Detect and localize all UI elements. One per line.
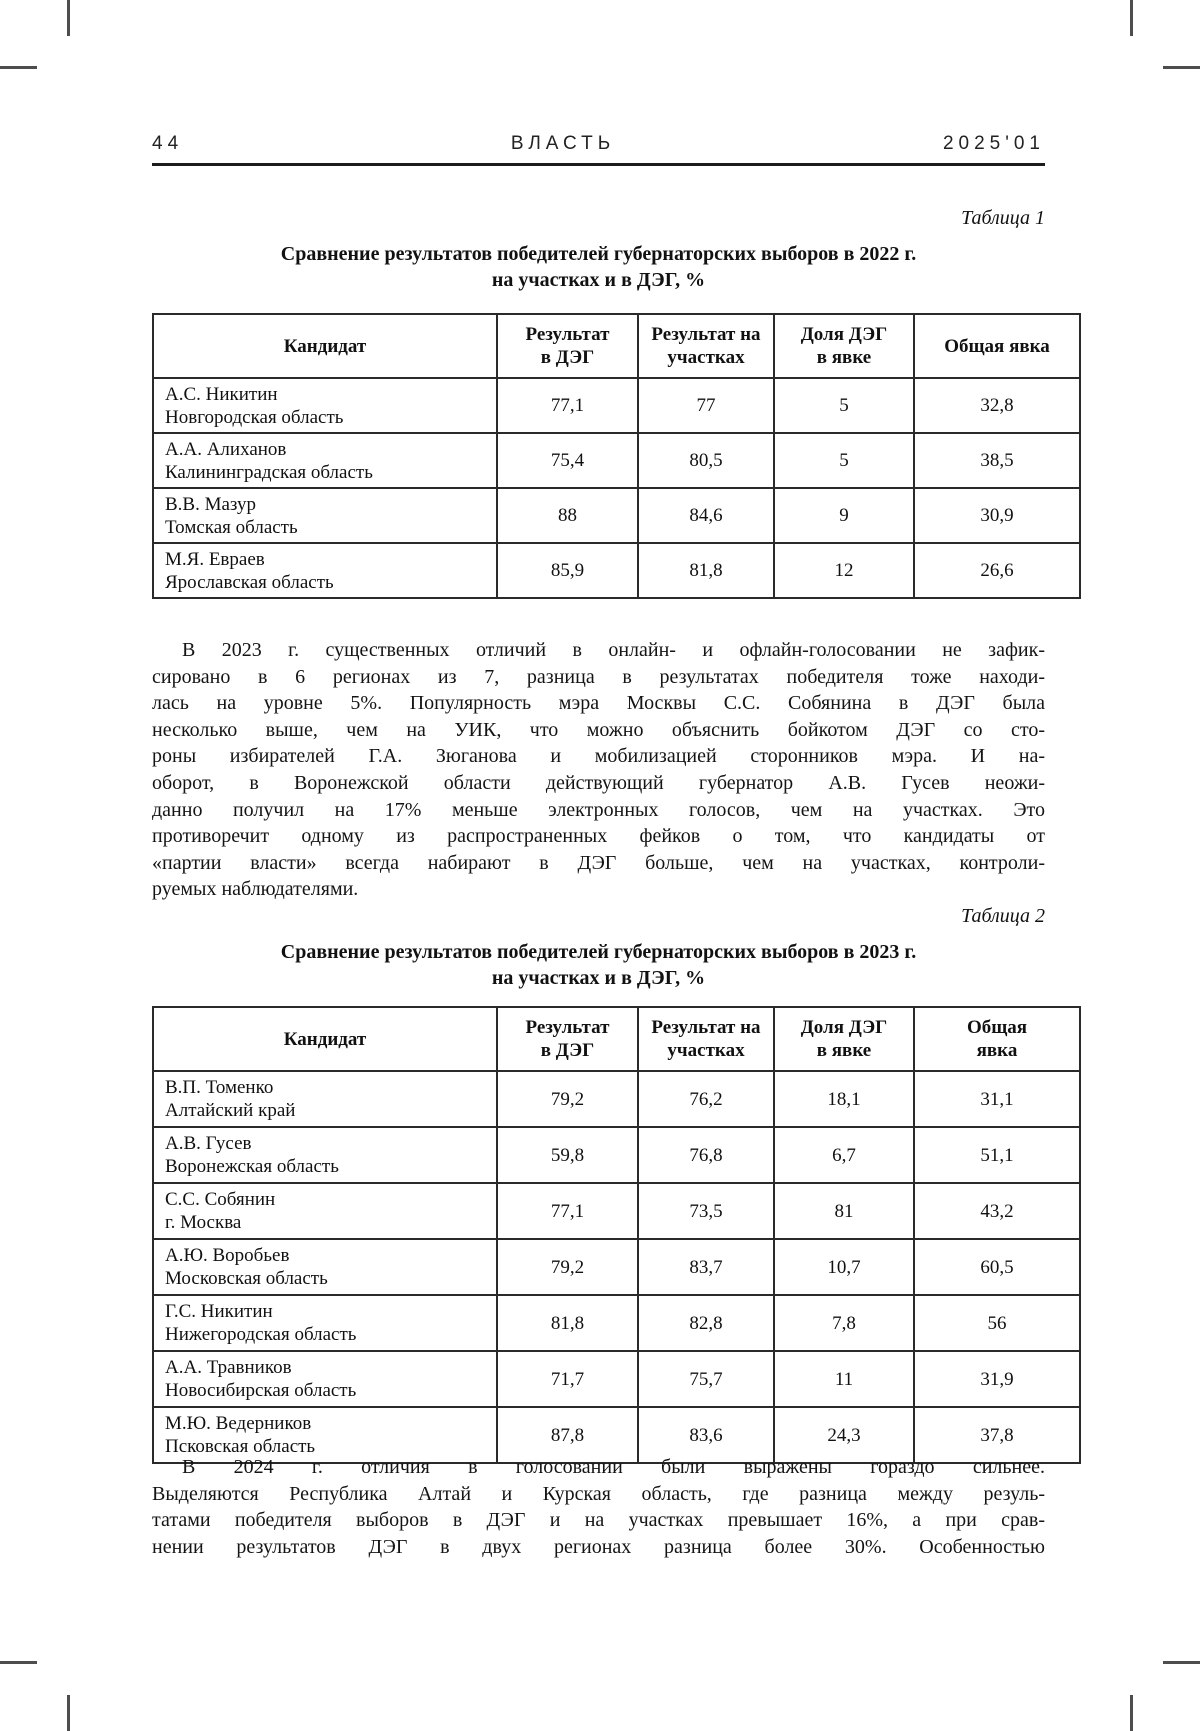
table2-caption: Таблица 2	[961, 905, 1045, 927]
value-cell: 32,8	[914, 378, 1080, 433]
column-header: Общая явка	[914, 1007, 1080, 1071]
candidate-cell: В.В. Мазур Томская область	[153, 488, 497, 543]
value-cell: 77,1	[497, 1183, 638, 1239]
value-cell: 76,8	[638, 1127, 774, 1183]
table-header	[153, 314, 1080, 378]
value-cell: 30,9	[914, 488, 1080, 543]
running-head	[152, 133, 1045, 155]
crop-mark	[1163, 66, 1200, 69]
column-header: Результат на участках	[638, 314, 774, 378]
issue-number: 2025'01	[942, 133, 1045, 154]
table-row	[153, 1127, 1080, 1183]
value-cell: 76,2	[638, 1071, 774, 1127]
value-cell: 84,6	[638, 488, 774, 543]
page-number: 44	[152, 133, 184, 154]
table-2023-results	[152, 1006, 1081, 1464]
value-cell: 77	[638, 378, 774, 433]
table-body	[153, 378, 1080, 598]
value-cell: 6,7	[774, 1127, 914, 1183]
table-row	[153, 1071, 1080, 1127]
value-cell: 75,7	[638, 1351, 774, 1407]
crop-mark	[0, 66, 37, 69]
value-cell: 18,1	[774, 1071, 914, 1127]
value-cell: 83,6	[638, 1407, 774, 1463]
value-cell: 81,8	[638, 543, 774, 598]
paragraph-line: Выделяются Республика Алтай и Курская область, где разница между резуль-	[152, 1482, 1045, 1505]
value-cell: 59,8	[497, 1127, 638, 1183]
paragraph-line: сировано в 6 регионах из 7, разница в результатах победителя тоже находи-	[152, 665, 1045, 688]
candidate-cell: А.В. Гусев Воронежская область	[153, 1127, 497, 1183]
column-header: Общая явка	[914, 314, 1080, 378]
value-cell: 77,1	[497, 378, 638, 433]
value-cell: 11	[774, 1351, 914, 1407]
value-cell: 24,3	[774, 1407, 914, 1463]
table-row	[153, 1239, 1080, 1295]
column-header: Результат на участках	[638, 1007, 774, 1071]
crop-mark	[1130, 1695, 1133, 1731]
paragraph-line: роны избирателей Г.А. Зюганова и мобилизацией сторонников мэра. И на-	[152, 745, 1045, 768]
value-cell: 83,7	[638, 1239, 774, 1295]
table2-title: Сравнение результатов победителей губернаторских выборов в 2023 г. на участках и в ДЭГ, %	[280, 941, 917, 989]
value-cell: 9	[774, 488, 914, 543]
value-cell: 31,9	[914, 1351, 1080, 1407]
candidate-cell: А.А. Алиханов Калининградская область	[153, 433, 497, 488]
candidate-cell: А.С. Никитин Новгородская область	[153, 378, 497, 433]
paragraph-line: данно получил на 17% меньше электронных голосов, чем на участках. Это	[152, 798, 1045, 821]
paragraph-line: оборот, в Воронежской области действующий губернатор А.В. Гусев неожи-	[152, 771, 1045, 794]
column-header: Кандидат	[153, 314, 497, 378]
header-row	[153, 314, 1080, 378]
candidate-cell: Г.С. Никитин Нижегородская область	[153, 1295, 497, 1351]
paragraph-line: противоречит одному из распространенных фейков о том, что кандидаты от	[152, 825, 1045, 848]
value-cell: 10,7	[774, 1239, 914, 1295]
candidate-cell: А.Ю. Воробьев Московская область	[153, 1239, 497, 1295]
table-row	[153, 488, 1080, 543]
value-cell: 43,2	[914, 1183, 1080, 1239]
column-header: Доля ДЭГ в явке	[774, 314, 914, 378]
candidate-cell: М.Я. Евраев Ярославская область	[153, 543, 497, 598]
crop-mark	[67, 0, 70, 36]
value-cell: 12	[774, 543, 914, 598]
value-cell: 79,2	[497, 1239, 638, 1295]
header-rule	[152, 163, 1045, 166]
paragraph-line: татами победителя выборов в ДЭГ и на участках превышает 16%, а при срав-	[152, 1509, 1045, 1532]
column-header: Кандидат	[153, 1007, 497, 1071]
table-row	[153, 543, 1080, 598]
table-row	[153, 1183, 1080, 1239]
value-cell: 26,6	[914, 543, 1080, 598]
value-cell: 7,8	[774, 1295, 914, 1351]
value-cell: 87,8	[497, 1407, 638, 1463]
journal-title: ВЛАСТЬ	[510, 133, 616, 154]
value-cell: 73,5	[638, 1183, 774, 1239]
body-paragraph-2023	[152, 637, 1045, 903]
value-cell: 82,8	[638, 1295, 774, 1351]
value-cell: 75,4	[497, 433, 638, 488]
table-row	[153, 378, 1080, 433]
value-cell: 56	[914, 1295, 1080, 1351]
value-cell: 5	[774, 433, 914, 488]
paragraph-line: В 2023 г. существенных отличий в онлайн- и офлайн-голосовании не зафик-	[182, 639, 1045, 661]
value-cell: 31,1	[914, 1071, 1080, 1127]
paragraph-line: руемых наблюдателями.	[152, 878, 359, 901]
table-header	[153, 1007, 1080, 1071]
paragraph-line: нении результатов ДЭГ в двух регионах разница более 30%. Особенностью	[152, 1535, 1045, 1558]
paragraph-line: лась на уровне 5%. Популярность мэра Москвы С.С. Собянина в ДЭГ была	[152, 692, 1045, 715]
candidate-cell: А.А. Травников Новосибирская область	[153, 1351, 497, 1407]
crop-mark	[0, 1661, 37, 1664]
header-row	[153, 1007, 1080, 1071]
table-row	[153, 433, 1080, 488]
column-header: Доля ДЭГ в явке	[774, 1007, 914, 1071]
paragraph-line: В 2024 г. отличия в голосовании были выражены гораздо сильнее.	[182, 1456, 1045, 1478]
table-2022-results	[152, 313, 1081, 599]
column-header: Результат в ДЭГ	[497, 1007, 638, 1071]
table1-caption: Таблица 1	[961, 207, 1045, 229]
candidate-cell: В.П. Томенко Алтайский край	[153, 1071, 497, 1127]
value-cell: 85,9	[497, 543, 638, 598]
value-cell: 38,5	[914, 433, 1080, 488]
value-cell: 81,8	[497, 1295, 638, 1351]
crop-mark	[67, 1695, 70, 1731]
value-cell: 81	[774, 1183, 914, 1239]
paragraph-line: «партии власти» всегда набирают в ДЭГ больше, чем на участках, контроли-	[152, 851, 1045, 874]
table-row	[153, 1351, 1080, 1407]
table-body	[153, 1071, 1080, 1463]
value-cell: 79,2	[497, 1071, 638, 1127]
value-cell: 88	[497, 488, 638, 543]
body-paragraph-2024	[152, 1454, 1045, 1560]
value-cell: 80,5	[638, 433, 774, 488]
value-cell: 51,1	[914, 1127, 1080, 1183]
table1-title: Сравнение результатов победителей губернаторских выборов в 2022 г. на участках и в ДЭГ, %	[280, 243, 917, 291]
value-cell: 60,5	[914, 1239, 1080, 1295]
value-cell: 37,8	[914, 1407, 1080, 1463]
table-row	[153, 1295, 1080, 1351]
paragraph-line: несколько выше, чем на УИК, что можно объяснить бойкотом ДЭГ со сто-	[152, 718, 1045, 741]
candidate-cell: М.Ю. Ведерников Псковская область	[153, 1407, 497, 1463]
candidate-cell: С.С. Собянин г. Москва	[153, 1183, 497, 1239]
value-cell: 5	[774, 378, 914, 433]
value-cell: 71,7	[497, 1351, 638, 1407]
column-header: Результат в ДЭГ	[497, 314, 638, 378]
crop-mark	[1130, 0, 1133, 36]
crop-mark	[1163, 1661, 1200, 1664]
